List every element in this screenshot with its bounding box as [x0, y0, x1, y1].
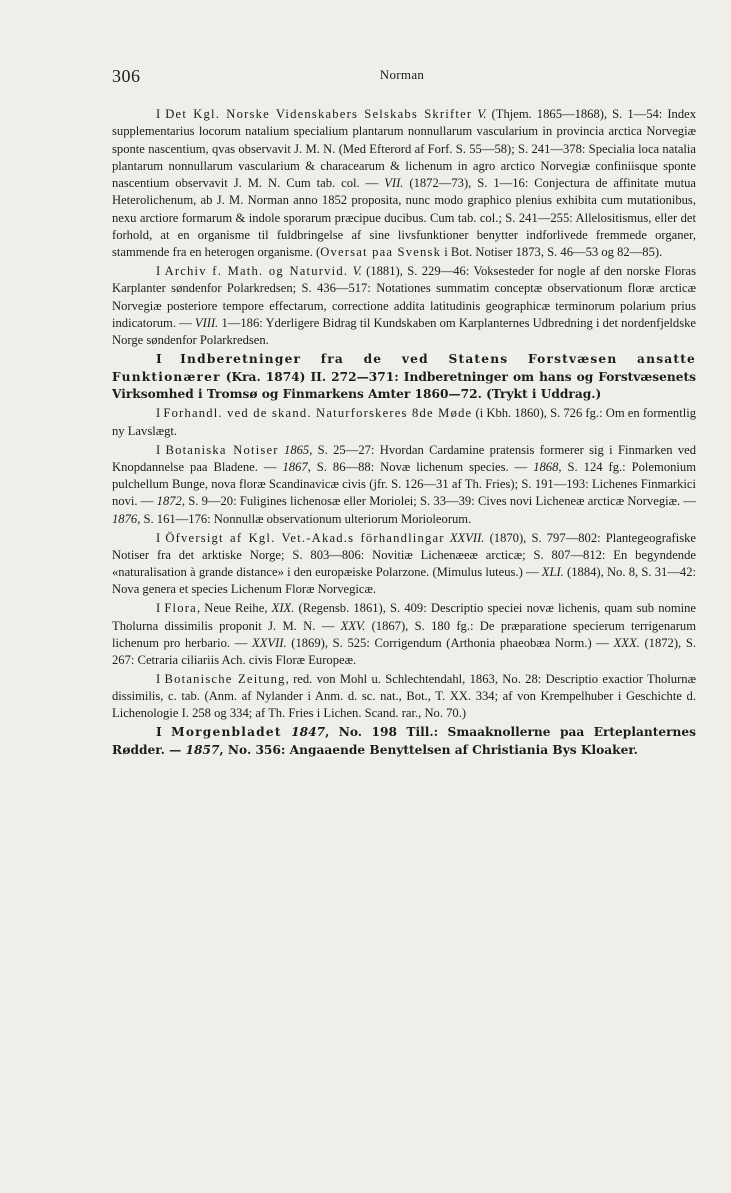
- entry-text: (1867), S. 180 fg.: De præparatione specierum terrigenarum lichenum pro herbario. —: [112, 618, 696, 650]
- volume-ref: V.: [477, 107, 487, 121]
- volume-ref: 1876: [112, 511, 138, 526]
- entry-text: (1884), No. 8, S. 31—42: Nova genera et species Lichenum Floræ Norvegicæ.: [112, 565, 697, 597]
- publication-title: Det Kgl. Norske Videnskabers Selskabs Skrifter: [165, 107, 473, 121]
- entry-text: (i Kbh. 1860), S. 726 fg.: Om en formentlig ny Lavslægt.: [112, 406, 696, 438]
- entry-text: , S. 9—20: Fuligines lichenosæ eller Moriolei; S. 33—39: Cives novi Licheneæ arcticæ Norvegiæ. —: [181, 494, 696, 509]
- entry-text: I: [156, 530, 166, 545]
- entry-text: , S. 25—27: Hvordan Cardamine pratensis formerer sig i Finmarken ved Knopdannelse paa Bladene. —: [112, 442, 697, 474]
- entry-text: I: [156, 406, 164, 421]
- bib-entry-archiv: [112, 263, 696, 349]
- page-header: [112, 66, 652, 88]
- entry-text: I: [156, 442, 166, 457]
- entry-text: (1869), S. 525: Corrigendum (Arthonia phaeobæa Norm.) —: [286, 635, 614, 650]
- publication-title: Flora: [164, 601, 197, 616]
- publication-title: Morgenbladet: [171, 725, 282, 740]
- publication-title: Oversat paa Svensk: [320, 245, 442, 260]
- volume-ref: VIII.: [194, 316, 219, 331]
- volume-ref: 1865: [284, 442, 310, 457]
- entry-text: I: [156, 601, 165, 616]
- entry-text: (1872—73), S. 1—16: Conjectura de affinitate mutua Heterolichenum, ab J. M. Norman anno 1852 proposita, nunc modo graphico plenius exhibita cum mutationibus, nexu arctiore formarum & indole sporarum præcipue ducibus. Cum tab. col.; S. 241—255: Allelositismus, eller det forhold, at en organisme til fuldbringelse af sine livsfunktioner benytter indforlivede fremmede organer, stammende fra en heterogen organisme. (: [112, 176, 696, 260]
- entry-text: , red. von Mohl u. Schlechtendahl, 1863, No. 28: Descriptio exactior Tholurnæ dissimilis, c. tab. (Anm. af Nylander i Anm. d. sc. nat., Bot., T. XX. 334; af von Krempelhuber i Geschichte d. Lichenologie I. 258 og 334; af Th. Fries i Lichen. Scand. rar., No. 70.): [112, 671, 696, 721]
- volume-ref: VII.: [384, 176, 404, 191]
- bib-entry-indberetninger: [112, 351, 696, 404]
- bib-entry-flora: [112, 600, 696, 669]
- entry-text: , S. 161—176: Nonnullæ observationum ulteriorum Morioleorum.: [137, 511, 472, 526]
- entry-text: I: [156, 264, 165, 279]
- publication-title: Öfversigt af Kgl. Vet.-Akad.s förhandlingar: [165, 530, 445, 545]
- entry-text: , No. 198 Till.: Smaaknollerne paa Erteplanternes Rødder. —: [112, 725, 696, 757]
- entry-text: 1—186: Yderligere Bidrag til Kundskaben om Karplanternes Udbredning i det nordenfjeldske Norge søndenfor Polarkredsen.: [112, 316, 696, 348]
- volume-ref: 1847: [291, 725, 326, 740]
- entry-text: [282, 725, 291, 739]
- page-number: 306: [112, 66, 141, 86]
- entry-text: I: [156, 352, 181, 367]
- publication-title: Botaniska Notiser: [165, 442, 279, 457]
- publication-title: Archiv f. Math. og Naturvid.: [164, 264, 349, 279]
- volume-ref: XXVII.: [251, 635, 287, 650]
- volume-ref: XLI.: [541, 565, 564, 580]
- volume-ref: 1867: [282, 459, 308, 474]
- volume-ref: V.: [352, 264, 362, 279]
- publication-title: Botanische Zeitung: [164, 671, 286, 686]
- running-head: Norman: [379, 67, 425, 82]
- bib-entry-morgenbladet: [112, 724, 696, 759]
- entry-text: (1872), S. 267: Cetraria ciliariis Ach. civis Floræ Europeæ.: [112, 635, 696, 668]
- entry-text: (Thjem. 1865—1868), S. 1—54: Index supplementarius locorum natalium specialium plantarum nonnullarum vascularium in provincia arctica Norvegiæ sponte nascentium, qvas observavit J. M. N. (Med Efterord af Forf. S. 55—58); S. 241—378: Specialia loca natalia plantarum nonnullarum vascularium & characearum & lichenum in agro arctico Norvegiæ confiniisque sponte nascentium observavit J. M. N. Cum tab. col. —: [112, 107, 696, 191]
- entry-text: , No. 356: Angaaende Benyttelsen af Christiania Bys Kloaker.: [219, 742, 638, 757]
- publication-title: Forhandl. ved de skand. Naturforskeres 8de Møde: [163, 406, 473, 421]
- entry-text: (1870), S. 797—802: Plantegeografiske Notiser fra det arktiske Norge; S. 803—806: Novitiæ Lichenæeæ arcticæ; S. 807—812: En begyndende «naturalisation à grande distance» i den europæiske Polarzone. (Mimulus luteus.) —: [112, 530, 696, 580]
- volume-ref: 1868: [533, 459, 559, 474]
- volume-ref: 1872: [156, 494, 182, 509]
- entry-text: , Neue Reihe,: [196, 601, 272, 616]
- bibliography-body: [112, 106, 696, 761]
- entry-text: (Regensb. 1861), S. 409: Descriptio speciei novæ lichenis, quam sub nomine Tholurna dissimilis proponit J. M. N. —: [112, 601, 697, 633]
- entry-text: I: [156, 107, 166, 121]
- bib-entry-ofversigt: [112, 530, 696, 599]
- entry-text: i Bot. Notiser 1873, S. 46—53 og 82—85).: [441, 245, 663, 260]
- entry-text: , S. 124 fg.: Polemonium pulchellum Bunge, nova floræ Scandinavicæ civis (jfr. S. 126—31 af Th. Fries); S. 191—193: Lichenes Finmarkici novi. —: [112, 459, 697, 509]
- entry-text: , S. 86—88: Novæ lichenum species. —: [307, 459, 534, 474]
- volume-ref: XXV.: [340, 618, 366, 633]
- bib-entry-botanische-zeitung: [112, 671, 696, 723]
- entry-text: (Kra. 1874) II. 272—371: Indberetninger om hans og Forstvæsenets Virksomhed i Tromsø og Finmarkens Amter 1860—72. (Trykt i Uddrag.): [112, 369, 696, 402]
- volume-ref: XIX.: [271, 601, 295, 616]
- volume-ref: 1857: [185, 742, 220, 757]
- volume-ref: XXX.: [613, 635, 640, 650]
- bib-entry-botaniska-notiser: [112, 442, 696, 528]
- entry-text: I: [156, 671, 165, 686]
- volume-ref: XXVII.: [449, 530, 485, 545]
- bib-entry-kgl-norske: [112, 106, 696, 262]
- publication-title: Indberetninger fra de ved Statens Forstvæsen ansatte Funktionærer: [112, 352, 696, 384]
- entry-text: (1881), S. 229—46: Voksesteder for nogle af den norske Floras Karplanter søndenfor Polarkredsen; S. 436—517: Notationes summatim conceptæ observationum floræ arcticæ Norvegiæ posteriore tempore effectarum, correctione addita latitudinis geographicæ terminorum polarium prius indicatorum. —: [112, 264, 696, 331]
- bib-entry-forhandl: [112, 405, 696, 440]
- entry-text: I: [156, 725, 172, 740]
